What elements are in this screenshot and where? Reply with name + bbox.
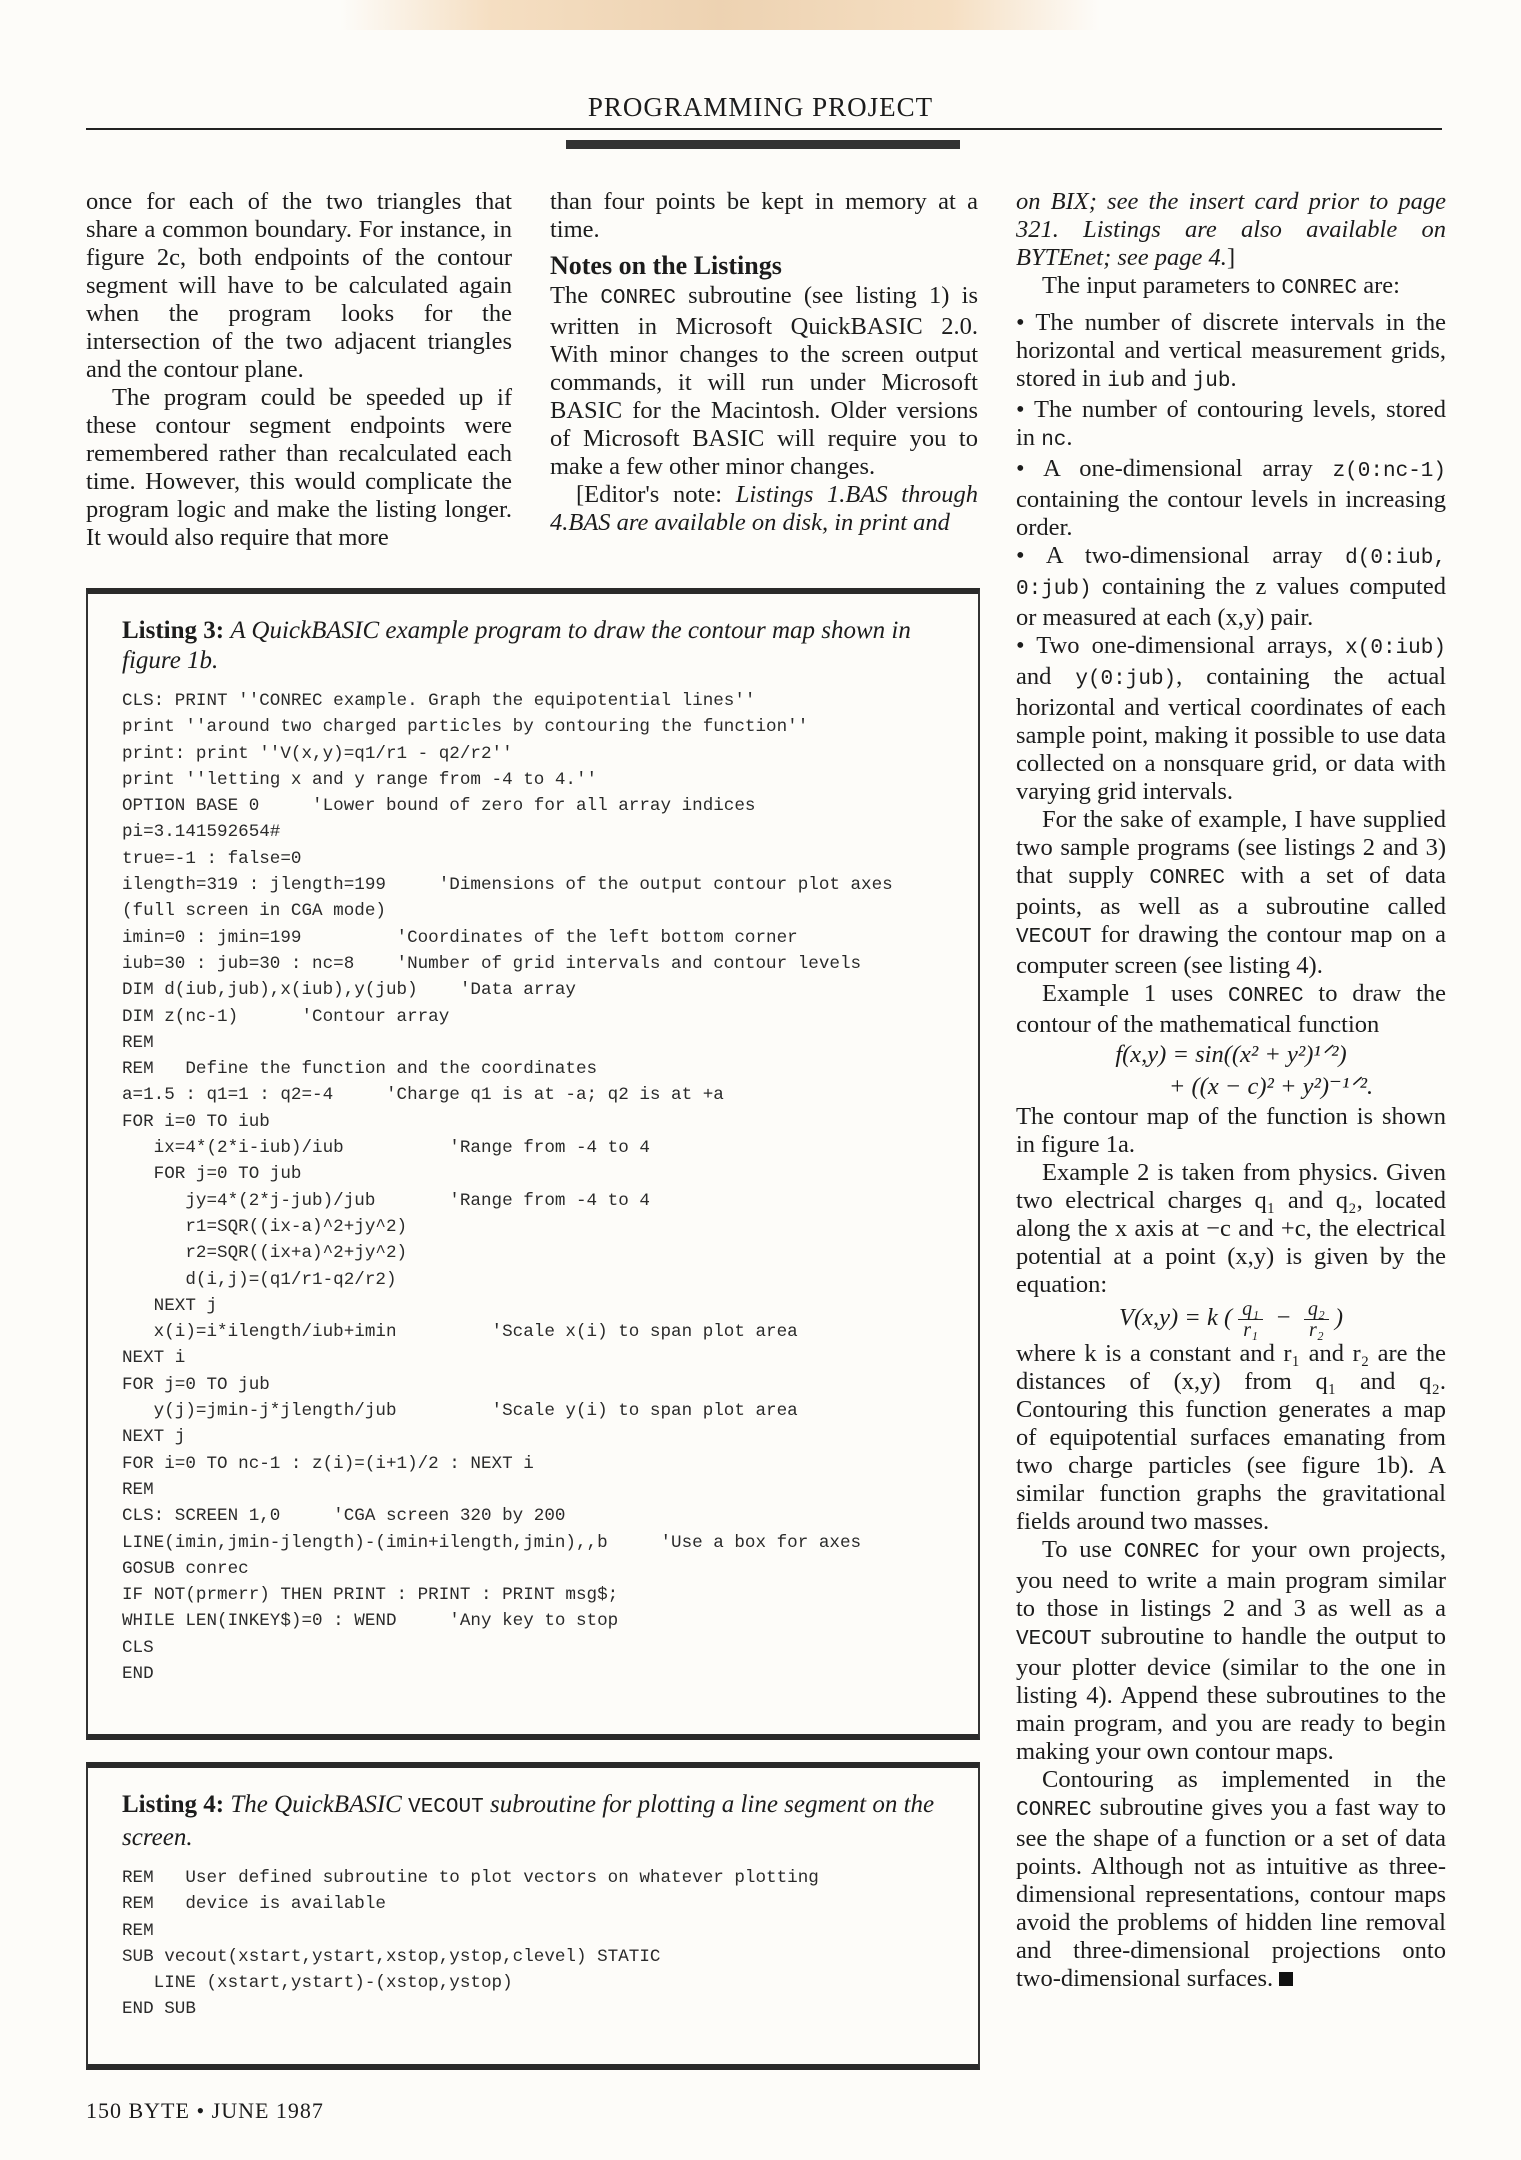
running-head: PROGRAMMING PROJECT [587,92,934,122]
paragraph: To use CONREC for your own projects, you need to write a main program similar to those in listings 2 and 3 as well as a VECOUT subroutine to handle the output to your plotter device (similar to the one in listing 4). Append these subroutines to the main program, and you are ready to begin making your own contour maps. [1016,1536,1446,1765]
paragraph: Example 2 is taken from physics. Given two electrical charges q₁ and q₂, located along the x axis at −c and +c, the electrical potential at a point (x,y) is given by the equation: [1016,1159,1446,1298]
bullet-item: • The number of contouring levels, stored in nc. [1016,396,1446,452]
paragraph: For the sake of example, I have supplied two sample programs (see listings 2 and 3) that supply CONREC with a set of data points, as well as a subroutine called VECOUT for drawing the contour map on a computer screen (see listing 4). [1016,806,1446,979]
bullet-item: • Two one-dimensional arrays, x(0:iub) and y(0:jub), containing the actual horizontal and vertical coordinates of each sample point, making it possible to use data collected on a nonsquare grid, or data with varying grid intervals. [1016,632,1447,805]
listing-4-box [86,1762,980,2070]
listing-4-code: REM User defined subroutine to plot vectors on whatever plotting REM device is available REM SUB vecout(xstart,ystart,xstop,ystop,clevel) STATIC LINE (xstart,ystart)-(xstop,ystop) END SUB [122,1868,819,2020]
formula-2: V(x,y) = k ( $\frac{\text{q₁}}{\text{r₁}}$ − $\frac{\text{q₂}}{\text{r₂}}$ ) [1119,1298,1343,1341]
paragraph: Example 1 uses CONREC to draw the contour of the mathematical function [1016,980,1446,1038]
listing-4-caption: Listing 4: The QuickBASIC VECOUT subroutine for plotting a line segment on the screen. [122,1791,935,1851]
header-rule [86,128,1442,130]
paragraph: than four points be kept in memory at a time. [550,188,978,243]
paragraph: The CONREC subroutine (see listing 1) is written in Microsoft QuickBASIC 2.0. With minor changes to the screen output commands, it will run under Microsoft BASIC for the Macintosh. Older versions of Microsoft BASIC will require you to make a few other minor changes. [550,282,978,480]
paragraph: The program could be speeded up if these contour segment endpoints were remembered rather than recalculated each time. However, this would complicate the program logic and make the listing longer. It would also require that more [86,384,512,551]
column-3 [1016,188,1446,1993]
paragraph: once for each of the two triangles that share a common boundary. For instance, in figure 2c, both endpoints of the contour segment will have to be calculated again when the program looks for the intersection of the two adjacent triangles and the contour plane. [86,188,512,383]
paragraph: The contour map of the function is shown in figure 1a. [1016,1103,1446,1158]
bullet-item: • A one-dimensional array z(0:nc-1) containing the contour levels in increasing order. [1016,455,1446,541]
page-footer: 150 BYTE • JUNE 1987 [86,2098,324,2123]
listing-3-code: CLS: PRINT ''CONREC example. Graph the equipotential lines'' print ''around two charged particles by contouring the function'' print: print ''V(x,y)=q1/r1 - q2/r2'' print ''letting x and y range from -4 to 4.'' OPTION BASE 0 'Lower bound of zero for all array indices pi=3.141592654# true=-1 : false=0 ilength=319 : jlength=199 'Dimensions of the output contour plot axes (full screen in CGA mode) imin=0 : jmin=199 'Coordinates of the left bottom corner iub=30 : jub=30 : nc=8 'Number of grid intervals and contour levels DIM d(iub,jub),x(iub),y(jub) 'Data array DIM z(nc-1) 'Contour array REM REM Define the function and the coordinates a=1.5 : q1=1 : q2=-4 'Charge q1 is at -a; q2 is at +a FOR i=0 TO iub ix=4*(2*i-iub)/iub 'Range from -4 to 4 FOR j=0 TO jub jy=4*(2*j-jub)/jub 'Range from -4 to 4 r1=SQR((ix-a)^2+jy^2) r2=SQR((ix+a)^2+jy^2) d(i,j)=(q1/r1-q2/r2) NEXT j x(i)=i*ilength/iub+imin 'Scale x(i) to span plot area NEXT i FOR j=0 TO jub y(j)=jmin-j*jlength/jub 'Scale y(i) to span plot area NEXT j FOR i=0 TO nc-1 : z(i)=(i+1)/2 : NEXT i REM CLS: SCREEN 1,0 'CGA screen 320 by 200 LINE(imin,jmin-jlength)-(imin+ilength,jmin),,b 'Use a box for axes GOSUB conrec IF NOT(prmerr) THEN PRINT : PRINT : PRINT msg$; WHILE LEN(INKEY$)=0 : WEND 'Any key to stop CLS END [122,691,893,1684]
column-1 [86,188,512,552]
scan-color-stain [340,0,1100,30]
editor-note: on BIX; see the insert card prior to page 321. Listings are also available on BYTEnet; see page 4.] [1016,188,1446,271]
header-bar [566,140,960,149]
end-mark-icon [1279,1972,1293,1986]
section-heading: Notes on the Listings [550,251,782,280]
column-2 [550,188,978,537]
formula-1: f(x,y) = sin((x² + y²)¹ᐟ²) + ((x − c)² + y²)⁻¹ᐟ². [1115,1041,1374,1100]
paragraph: Contouring as implemented in the CONREC subroutine gives you a fast way to see the shape of a function or a set of data points. Although not as intuitive as three-dimensional representations, contour maps avoid the problems of hidden line removal and three-dimensional projections onto two-dimensional surfaces. [1016,1766,1446,1992]
bullet-item: • The number of discrete intervals in the horizontal and vertical measurement grids, stored in iub and jub. [1016,309,1446,393]
paragraph: The input parameters to CONREC are: [1042,272,1400,300]
listing-3-box [86,588,980,1740]
listing-3-caption: Listing 3: A QuickBASIC example program to draw the contour map shown in figure 1b. [122,617,911,674]
bullet-item: • A two-dimensional array d(0:iub, 0:jub) containing the z values computed or measured at each (x,y) pair. [1016,542,1446,631]
paragraph: where k is a constant and r₁ and r₂ are the distances of (x,y) from q₁ and q₂. Contouring this function generates a map of equipotential surfaces emanating from two charge particles (see figure 1b). A similar function graphs the gravitational fields around two masses. [1016,1340,1446,1535]
editor-note: [Editor's note: Listings 1.BAS through 4.BAS are available on disk, in print and [550,481,978,536]
